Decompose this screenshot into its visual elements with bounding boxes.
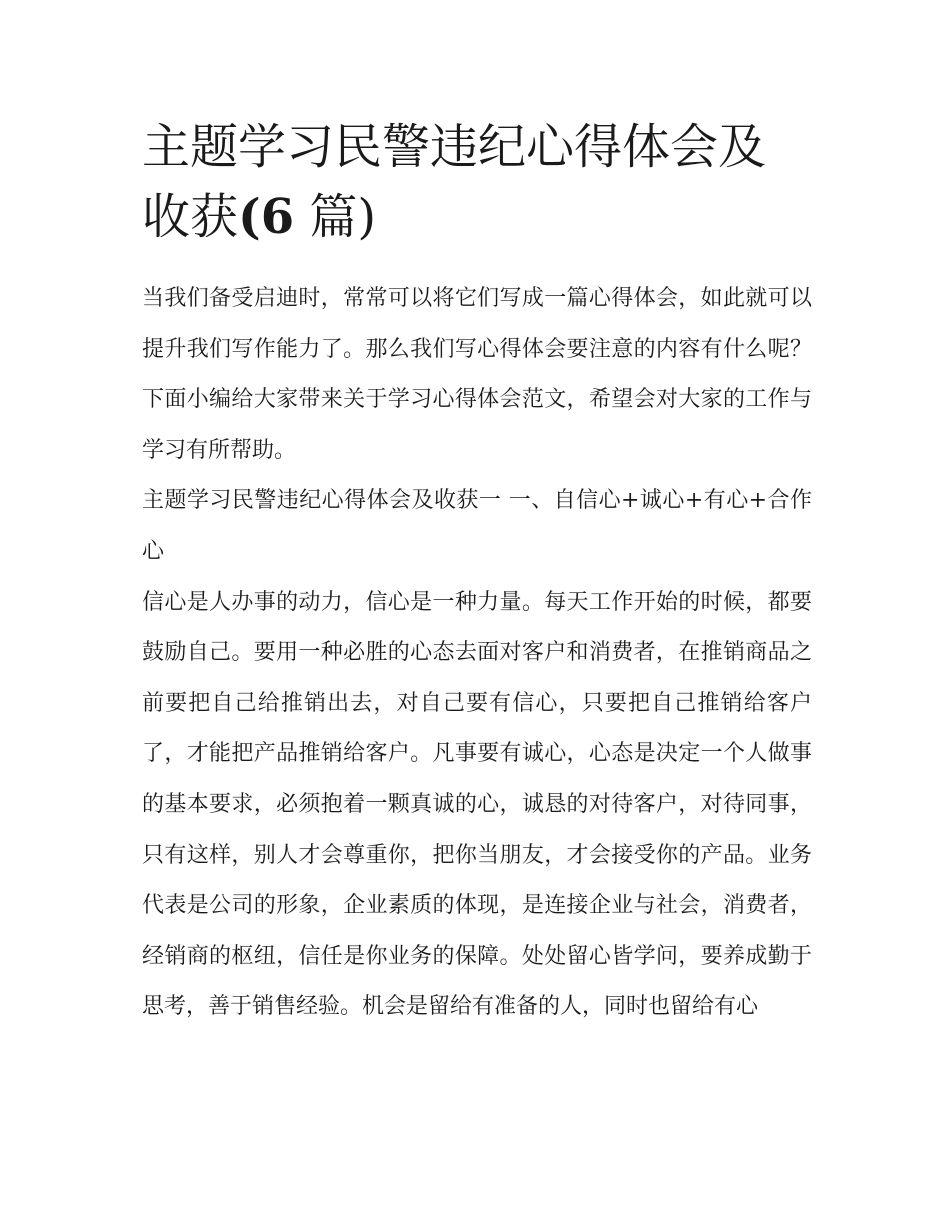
title-line-2-tail: 篇) [294, 189, 377, 245]
intro-paragraph: 当我们备受启迪时，常常可以将它们写成一篇心得体会，如此就可以提升我们写作能力了。那么我们写心得体会要注意的内容有什么呢？下面小编给大家带来关于学习心得体会范文，希望会对大家的工作与学习有所帮助。 [142, 286, 812, 463]
title-line-1: 主题学习民警违纪心得体会及 [142, 119, 767, 175]
document-title [142, 112, 812, 252]
document-page [142, 112, 812, 1033]
title-line-2-paren: (6 [238, 189, 295, 245]
title-line-2-text: 收获 [142, 189, 239, 245]
body-paragraph: 信心是人办事的动力，信心是一种力量。每天工作开始的时候，都要鼓励自己。要用一种必胜的心态去面对客户和消费者，在推销商品之前要把自己给推销出去，对自己要有信心，只要把自己推销给客户了，才能把产品推销给客户。凡事要有诚心，心态是决定一个人做事的基本要求，必须抱着一颗真诚的心，诚恳的对待客户，对待同事，只有这样，别人才会尊重你，把你当朋友，才会接受你的产品。业务代表是公司的形象，企业素质的体现，是连接企业与社会，消费者，经销商的枢纽，信任是你业务的保障。处处留心皆学问，要养成勤于思考，善于销售经验。机会是留给有准备的人，同时也留给有心 [142, 589, 812, 1020]
section-heading-paragraph: 主题学习民警违纪心得体会及收获一 一、自信心+诚心+有心+合作心 [142, 488, 812, 564]
